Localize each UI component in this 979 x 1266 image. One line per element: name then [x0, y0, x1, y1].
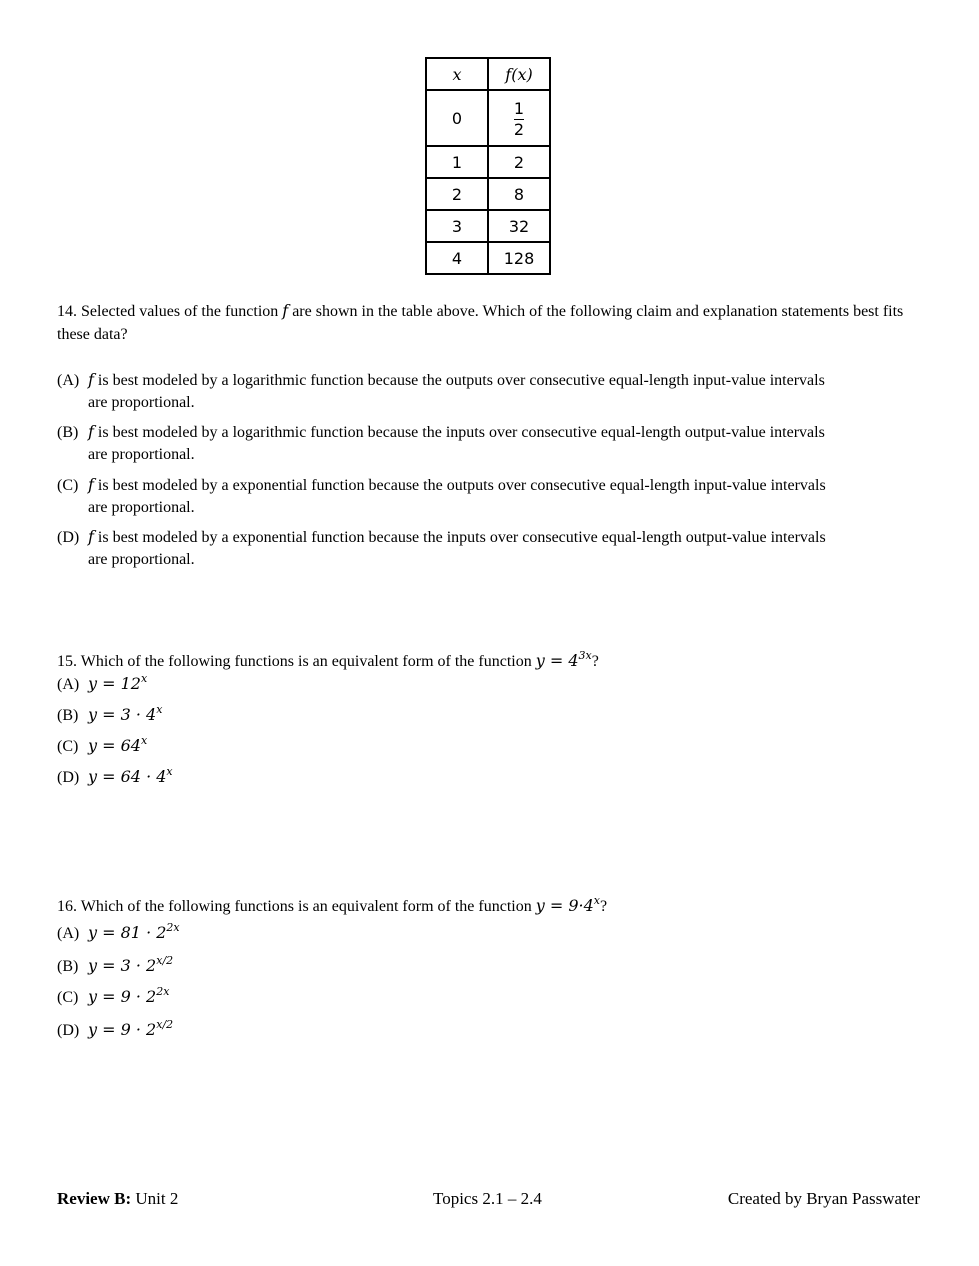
q14-option-a[interactable] [57, 369, 917, 414]
table-row [426, 90, 550, 146]
equation: $y = 4^{3x}$ [535, 649, 592, 670]
table-row [426, 146, 550, 178]
table-row [426, 178, 550, 210]
question-number: 15. [57, 653, 77, 670]
question-text: are shown in the table above. Which of the following claim and explanation statements best fits these data? [57, 303, 904, 343]
q16-option-c[interactable] [57, 986, 917, 1010]
table-header-row [426, 58, 550, 90]
option-label: (D) [57, 1022, 80, 1039]
option-equation: $y = 64^x$ [88, 734, 148, 755]
question-number: 14. [57, 303, 77, 320]
question-text: Which of the following functions is an equivalent form of the function [80, 898, 532, 915]
footer-review-label: Review B: [57, 1189, 132, 1208]
option-equation: $y = 81 \cdot 2^{2x}$ [88, 921, 180, 942]
function-symbol: f [88, 475, 94, 494]
table-cell-fx: 32 [488, 210, 550, 242]
option-text: is best modeled by a logarithmic function because the outputs over consecutive equal-length input-value intervals [97, 372, 825, 389]
q15-option-d[interactable] [57, 766, 917, 790]
table-cell-x: 0 [426, 90, 488, 146]
table-cell-x: 2 [426, 178, 488, 210]
table-cell-fx [488, 90, 550, 146]
q15-option-c[interactable] [57, 735, 917, 759]
table-cell-fx: 128 [488, 242, 550, 274]
option-label: (B) [57, 958, 79, 975]
question-text: Selected values of the function [81, 303, 279, 320]
option-label: (A) [57, 925, 80, 942]
option-text: is best modeled by a exponential function because the outputs over consecutive equal-length input-value intervals [97, 477, 826, 494]
option-equation: $y = 3 \cdot 2^{x/2}$ [88, 954, 174, 975]
option-equation: $y = 9 \cdot 2^{x/2}$ [88, 1018, 174, 1039]
question-16-stem: 16. Which of the following functions is an equivalent form of the function $y = 9\cdot 4^x$? [57, 894, 608, 915]
footer-author: Created by Bryan Passwater [727, 1189, 920, 1208]
q14-option-d[interactable] [57, 526, 917, 571]
option-label: (D) [57, 529, 80, 546]
table-cell-x: 3 [426, 210, 488, 242]
question-15-stem: 15. Which of the following functions is an equivalent form of the function $y = 4^{3x}$? [57, 649, 599, 670]
fraction-numerator: 1 [513, 98, 525, 118]
option-equation: $y = 12^x$ [88, 672, 148, 693]
option-label: (D) [57, 769, 80, 786]
table-row [426, 210, 550, 242]
function-symbol: f [282, 301, 289, 320]
option-text: is best modeled by a logarithmic function because the inputs over consecutive equal-length output-value intervals [97, 424, 825, 441]
option-text-continued: are proportional. [88, 446, 195, 463]
table-row [426, 242, 550, 274]
option-label: (B) [57, 707, 79, 724]
table-cell-fx: 2 [488, 146, 550, 178]
option-label: (A) [57, 372, 80, 389]
function-symbol: f [88, 370, 94, 389]
q16-option-b[interactable] [57, 955, 917, 979]
option-text-continued: are proportional. [88, 499, 195, 516]
question-number: 16. [57, 898, 77, 915]
q15-option-a[interactable] [57, 673, 917, 697]
table-cell-x: 4 [426, 242, 488, 274]
option-label: (C) [57, 477, 79, 494]
function-symbol: f [88, 527, 94, 546]
table-cell-x: 1 [426, 146, 488, 178]
fraction-denominator: 2 [513, 119, 525, 139]
q15-option-b[interactable] [57, 704, 917, 728]
option-equation: $y = 64 \cdot 4^x$ [88, 765, 173, 786]
question-text: Which of the following functions is an equivalent form of the function [80, 653, 532, 670]
table-header-fx: f(x) [488, 58, 550, 90]
option-text-continued: are proportional. [88, 394, 195, 411]
option-label: (C) [57, 989, 79, 1006]
footer-unit: Unit 2 [135, 1189, 179, 1208]
q14-option-c[interactable] [57, 474, 917, 519]
q14-option-b[interactable] [57, 421, 917, 466]
option-label: (C) [57, 738, 79, 755]
option-text: is best modeled by a exponential function because the inputs over consecutive equal-length output-value intervals [97, 529, 826, 546]
table-cell-fx: 8 [488, 178, 550, 210]
fraction [514, 100, 524, 138]
option-equation: $y = 3 \cdot 4^x$ [88, 703, 163, 724]
equation: $y = 9\cdot 4^x$ [535, 894, 600, 915]
q16-option-a[interactable] [57, 922, 917, 946]
function-values-table [425, 57, 551, 275]
question-14-stem [57, 299, 917, 346]
option-text-continued: are proportional. [88, 551, 195, 568]
footer-left [57, 1189, 178, 1209]
table-header-x: x [426, 58, 488, 90]
function-symbol: f [88, 422, 94, 441]
option-label: (B) [57, 424, 79, 441]
option-label: (A) [57, 676, 80, 693]
option-equation: $y = 9 \cdot 2^{2x}$ [88, 985, 170, 1006]
q16-option-d[interactable] [57, 1019, 917, 1043]
footer-topics: Topics 2.1 – 2.4 [433, 1189, 542, 1208]
